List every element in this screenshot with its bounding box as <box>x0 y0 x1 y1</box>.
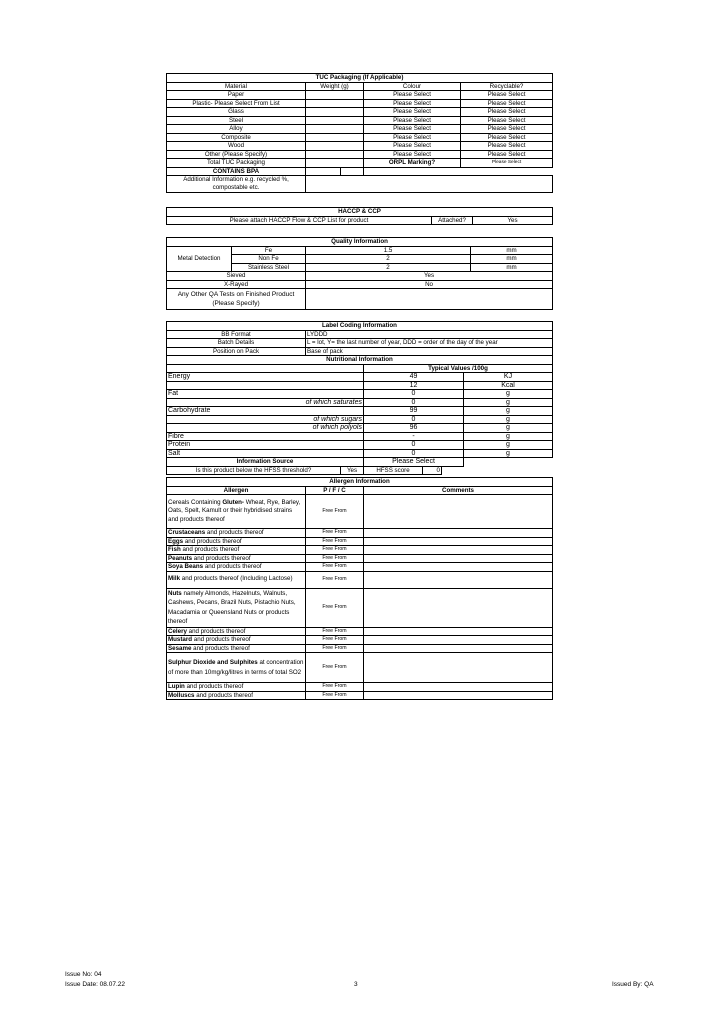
quality-table <box>166 237 553 310</box>
allergen-name <box>167 653 306 683</box>
nutrient-value[interactable]: 12 <box>364 381 464 390</box>
allergen-comment[interactable] <box>364 588 553 627</box>
allergen-bold: Sulphur Dioxide and Sulphites <box>168 659 258 666</box>
recyclable-select[interactable]: Please Select <box>461 91 553 100</box>
allergen-text: at concentration of more than 10mg/kg/litres in terms of total SO2 <box>168 659 304 676</box>
attached-label: Attached? <box>432 216 473 225</box>
pfc-header: P / F / C <box>306 486 364 495</box>
nutrient-unit: g <box>464 441 553 450</box>
colour-select[interactable]: Please Select <box>364 125 461 134</box>
nutrient-unit: g <box>464 398 553 407</box>
allergen-table <box>166 477 553 700</box>
allergen-name <box>167 495 306 529</box>
nutrient-unit: g <box>464 390 553 399</box>
weight-input[interactable] <box>306 125 364 134</box>
recyclable-select[interactable]: Please Select <box>461 99 553 108</box>
material-cell: Paper <box>167 91 306 100</box>
haccp-section <box>166 207 552 225</box>
allergen-text: namely Almonds, Hazelnuts, Walnuts, Cashews, Pecans, Brazil Nuts, Pistachio Nuts, Macadamia or Queensland Nuts or products thereof <box>168 589 296 625</box>
orpl-select[interactable]: Please Select <box>461 159 553 168</box>
other-qa-input[interactable] <box>306 289 553 310</box>
weight-input[interactable] <box>306 108 364 117</box>
allergen-pre: Cereals Containing <box>168 498 223 506</box>
allergen-bold: Celery <box>168 627 187 635</box>
metal-value[interactable]: 1.5 <box>306 246 471 255</box>
allergen-status[interactable]: Free From <box>306 537 364 546</box>
recyclable-select[interactable]: Please Select <box>461 133 553 142</box>
colour-select[interactable]: Please Select <box>364 91 461 100</box>
hfss-answer[interactable]: Yes <box>341 466 364 475</box>
allergen-name <box>167 627 306 636</box>
colour-select[interactable]: Please Select <box>364 150 461 159</box>
nutrient-value[interactable]: 0 <box>364 441 464 450</box>
nutrient-unit: KJ <box>464 373 553 382</box>
tuc-packaging-section <box>166 73 552 193</box>
weight-input[interactable] <box>306 99 364 108</box>
nutrient-value[interactable]: 0 <box>364 449 464 458</box>
allergen-status[interactable]: Free From <box>306 588 364 627</box>
nutrient-sub-label: of which saturates <box>167 398 364 407</box>
orpl-label: ORPL Marking? <box>364 159 461 168</box>
attached-value[interactable]: Yes <box>473 216 553 225</box>
weight-input[interactable] <box>306 116 364 125</box>
nutrient-label: Fat <box>167 390 364 399</box>
material-cell: Alloy <box>167 125 306 134</box>
nutrient-value[interactable]: 0 <box>364 390 464 399</box>
hfss-score-value[interactable]: 0 <box>423 466 442 475</box>
position-value[interactable]: Base of pack <box>306 347 553 356</box>
allergen-name <box>167 571 306 588</box>
total-tuc-label: Total TUC Packaging <box>167 159 306 168</box>
allergen-bold: Molluscs <box>168 691 195 699</box>
allergen-text: and products thereof <box>205 529 264 537</box>
material-cell: Composite <box>167 133 306 142</box>
nutrient-value[interactable]: 0 <box>364 398 464 407</box>
blank-cell <box>167 364 364 373</box>
additional-info-label: Additional Information e.g. recycled %, compostable etc. <box>167 176 306 193</box>
material-cell: Glass <box>167 108 306 117</box>
recyclable-select[interactable]: Please Select <box>461 108 553 117</box>
allergen-status[interactable]: Free From <box>306 495 364 529</box>
metal-unit: mm <box>471 246 553 255</box>
allergen-status[interactable]: Free From <box>306 529 364 538</box>
metal-name: Fe <box>232 246 306 255</box>
allergen-status[interactable]: Free From <box>306 546 364 555</box>
tuc-title: TUC Packaging (If Applicable) <box>167 74 553 83</box>
metal-name: Stainless Steel <box>232 263 306 272</box>
allergen-section <box>166 477 552 700</box>
allergen-name <box>167 563 306 572</box>
allergen-text: and products thereof <box>192 554 251 562</box>
additional-info-table <box>166 175 553 193</box>
allergen-bold: Soya Beans <box>168 563 204 571</box>
allergen-text: and products thereof <box>203 563 262 571</box>
colour-select[interactable]: Please Select <box>364 116 461 125</box>
colour-select[interactable]: Please Select <box>364 133 461 142</box>
allergen-comment[interactable] <box>364 563 553 572</box>
blank-cell <box>442 466 553 475</box>
allergen-text: and products thereof (Including Lactose) <box>180 575 293 583</box>
material-cell: Other (Please Specify) <box>167 150 306 159</box>
allergen-title: Allergen Information <box>167 478 553 487</box>
other-qa-label: Any Other QA Tests on Finished Product (Please Specify) <box>167 289 306 310</box>
allergen-name <box>167 554 306 563</box>
allergen-name <box>167 691 306 700</box>
additional-info-input[interactable] <box>306 176 553 193</box>
allergen-name <box>167 644 306 653</box>
material-cell: Steel <box>167 116 306 125</box>
nutrient-unit: g <box>464 415 553 424</box>
haccp-label: Please attach HACCP Flow & CCP List for product <box>167 216 432 225</box>
nutrient-label: Protein <box>167 441 364 450</box>
allergen-text: and products thereof <box>192 636 251 644</box>
bb-format-label: BB Format <box>167 330 306 339</box>
allergen-status[interactable]: Free From <box>306 644 364 653</box>
allergen-bold: Peanuts <box>168 554 193 562</box>
allergen-text: and products thereof <box>186 627 246 635</box>
sieved-label: Sieved <box>167 272 306 281</box>
metal-value[interactable]: 2 <box>306 263 471 272</box>
allergen-name <box>167 588 306 627</box>
info-source-label: Information Source <box>167 458 364 467</box>
label-coding-table <box>166 321 553 356</box>
allergen-comment[interactable] <box>364 529 553 538</box>
nutrient-sub-label: of which sugars <box>167 415 364 424</box>
nutrient-label: Energy <box>167 373 364 382</box>
nutrient-label: Salt <box>167 449 364 458</box>
nutrient-value[interactable]: 96 <box>364 424 464 433</box>
issued-by: Issued By: QA <box>612 981 654 988</box>
allergen-comment[interactable] <box>364 571 553 588</box>
material-cell: Plastic- Please Select From List <box>167 99 306 108</box>
metal-value[interactable]: 2 <box>306 255 471 264</box>
nutrient-sub-label: of which polyols <box>167 424 364 433</box>
colour-select[interactable]: Please Select <box>364 99 461 108</box>
allergen-bold: Nuts <box>168 589 182 597</box>
allergen-comment[interactable] <box>364 636 553 645</box>
haccp-title: HACCP & CCP <box>167 208 553 217</box>
allergen-comment[interactable] <box>364 495 553 529</box>
allergen-text: and products thereof <box>183 537 242 545</box>
allergen-name <box>167 529 306 538</box>
hfss-question: Is this product below the HFSS threshold? <box>167 466 341 475</box>
metal-name: Non Fe <box>232 255 306 264</box>
colour-select[interactable]: Please Select <box>364 142 461 151</box>
nutrient-unit: Kcal <box>464 381 553 390</box>
nutrition-section <box>166 355 552 475</box>
allergen-status[interactable]: Free From <box>306 554 364 563</box>
nutrient-value[interactable]: 99 <box>364 407 464 416</box>
nutrient-unit: g <box>464 432 553 441</box>
weight-input[interactable] <box>306 142 364 151</box>
batch-details-value[interactable]: L = lot, Y= the last number of year, DDD = order of the day of the year <box>306 339 553 348</box>
page-number: 3 <box>354 981 358 988</box>
colour-header: Colour <box>364 82 461 91</box>
bpa-label: CONTAINS BPA <box>167 167 306 176</box>
allergen-status[interactable]: Free From <box>306 683 364 692</box>
allergen-bold: Fish <box>168 546 181 554</box>
allergen-comment[interactable] <box>364 653 553 683</box>
allergen-text: and products thereof <box>180 546 240 554</box>
recyclable-select[interactable]: Please Select <box>461 125 553 134</box>
allergen-text: and products thereof <box>191 644 250 652</box>
nutrient-unit: g <box>464 424 553 433</box>
weight-input[interactable] <box>306 133 364 142</box>
allergen-comment[interactable] <box>364 644 553 653</box>
allergen-status[interactable]: Free From <box>306 691 364 700</box>
label-coding-title: Label Coding Information <box>167 322 553 331</box>
haccp-table <box>166 207 553 225</box>
nutrient-value[interactable]: - <box>364 432 464 441</box>
allergen-bold: Gluten- <box>222 498 244 506</box>
metal-unit: mm <box>471 263 553 272</box>
weight-header: Weight (g) <box>306 82 364 91</box>
metal-detection-label: Metal Detection <box>167 246 232 272</box>
allergen-status[interactable]: Free From <box>306 653 364 683</box>
nutrient-label <box>167 381 364 390</box>
allergen-text: Wheat, Rye, Barley, Oats, Spelt, Kamult or their hybridised strains and products thereof <box>168 498 301 523</box>
info-source-select[interactable]: Please Select <box>364 458 464 467</box>
allergen-bold: Sesame <box>168 644 192 652</box>
allergen-comment[interactable] <box>364 546 553 555</box>
batch-details-label: Batch Details <box>167 339 306 348</box>
allergen-bold: Lupin <box>168 683 185 691</box>
allergen-name <box>167 683 306 692</box>
hfss-table <box>166 466 553 476</box>
issue-date: Issue Date: 08.07.22 <box>65 981 125 988</box>
nutrient-label: Carbohydrate <box>167 407 364 416</box>
comments-header: Comments <box>364 486 553 495</box>
metal-unit: mm <box>471 255 553 264</box>
allergen-status[interactable]: Free From <box>306 627 364 636</box>
position-label: Position on Pack <box>167 347 306 356</box>
bb-format-value[interactable]: LYDDD <box>306 330 553 339</box>
allergen-bold: Eggs <box>168 537 184 545</box>
allergen-name <box>167 636 306 645</box>
nutrient-unit: g <box>464 407 553 416</box>
allergen-name <box>167 537 306 546</box>
label-coding-section <box>166 321 552 356</box>
weight-input[interactable] <box>306 150 364 159</box>
xray-value[interactable]: No <box>306 280 553 289</box>
nutrient-label: Fibre <box>167 432 364 441</box>
recyclable-select[interactable]: Please Select <box>461 142 553 151</box>
tuc-packaging-table <box>166 73 553 168</box>
xray-label: X-Rayed <box>167 280 306 289</box>
allergen-text: and products thereof <box>184 683 244 691</box>
allergen-comment[interactable] <box>364 691 553 700</box>
recyclable-select[interactable]: Please Select <box>461 116 553 125</box>
quality-title: Quality Information <box>167 238 553 247</box>
nutrient-value[interactable]: 0 <box>364 415 464 424</box>
nutrition-title: Nutritional Information <box>167 356 553 365</box>
colour-select[interactable]: Please Select <box>364 108 461 117</box>
nutrient-value[interactable]: 49 <box>364 373 464 382</box>
typical-values-label: Typical Values /100g <box>364 364 553 373</box>
allergen-comment[interactable] <box>364 627 553 636</box>
allergen-status[interactable]: Free From <box>306 636 364 645</box>
hfss-score-label: HFSS score <box>364 466 423 475</box>
allergen-text: and products thereof <box>194 691 253 699</box>
allergen-header: Allergen <box>167 486 306 495</box>
allergen-name <box>167 546 306 555</box>
allergen-status[interactable]: Free From <box>306 571 364 588</box>
allergen-comment[interactable] <box>364 554 553 563</box>
weight-input[interactable] <box>306 91 364 100</box>
recyclable-select[interactable]: Please Select <box>461 150 553 159</box>
issue-number: Issue No: 04 <box>65 971 102 978</box>
allergen-status[interactable]: Free From <box>306 563 364 572</box>
nutrition-table <box>166 355 553 467</box>
quality-section <box>166 237 552 310</box>
nutrient-unit: g <box>464 449 553 458</box>
material-header: Material <box>167 82 306 91</box>
sieved-value[interactable]: Yes <box>306 272 553 281</box>
footer-issue <box>65 971 125 989</box>
allergen-comment[interactable] <box>364 537 553 546</box>
allergen-bold: Milk <box>168 575 181 583</box>
allergen-bold: Mustard <box>168 636 193 644</box>
recyclable-header: Recyclable? <box>461 82 553 91</box>
allergen-bold: Crustaceans <box>168 529 206 537</box>
material-cell: Wood <box>167 142 306 151</box>
allergen-comment[interactable] <box>364 683 553 692</box>
